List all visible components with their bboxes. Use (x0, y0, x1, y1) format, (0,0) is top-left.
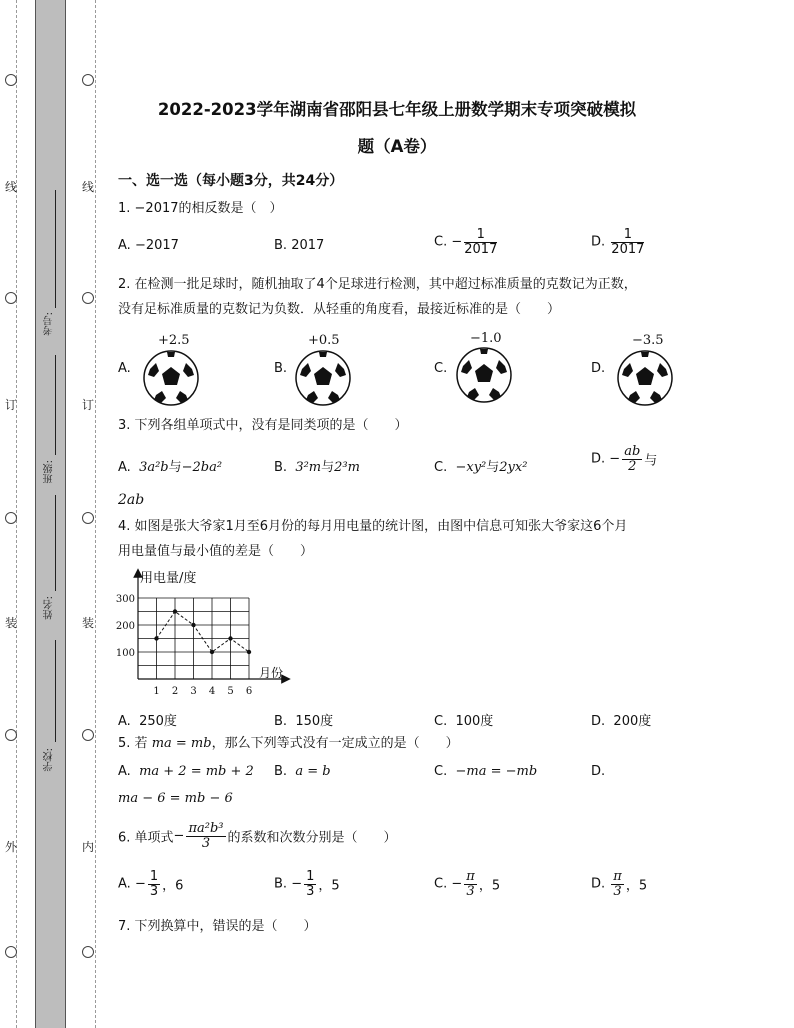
question-5-stem: 5. 若 ma = mb，那么下列等式没有一定成立的是（ ） (118, 736, 459, 751)
exam-number-label: 考号: (44, 312, 55, 336)
question-3-stem: 3. 下列各组单项式中，没有是同类项的是（ ） (118, 418, 408, 433)
y-tick-label: 100 (116, 648, 135, 659)
q5-option-a: A. ma + 2 = mb + 2 (118, 764, 254, 779)
q4-option-c: C. 100度 (434, 714, 494, 729)
q2-option-a-label: A. (118, 361, 131, 376)
binding-hole (82, 74, 94, 86)
class-line (55, 355, 56, 455)
q2-option-d-value: −3.5 (632, 333, 664, 348)
x-tick-label: 5 (227, 686, 234, 697)
q1-option-c: C. − $\frac{1}{2017}$ (434, 227, 498, 257)
soccer-ball-icon (142, 349, 200, 407)
section-heading: 一、选一选（每小题3分，共24分） (118, 173, 344, 189)
soccer-ball-icon (294, 349, 352, 407)
chart-x-axis-label: 月份 (259, 666, 284, 680)
margin-char-ding: 订 (82, 398, 95, 412)
soccer-ball-icon (455, 346, 513, 404)
q5-option-d: ma − 6 = mb − 6 (118, 791, 233, 806)
question-6-stem: 6. 单项式− $\frac{\text{πa²b³}}{3}$ 的系数和次数分别是（ ） (118, 821, 397, 851)
q6-option-b: B. − $\frac{1}{3}$ ，5 (274, 869, 340, 899)
name-line (55, 495, 56, 591)
margin-char-nei: 内 (82, 840, 95, 854)
question-1-stem: 1. −2017的相反数是（ ） (118, 201, 283, 216)
page-title: 2022-2023学年湖南省邵阳县七年级上册数学期末专项突破模拟 (157, 100, 637, 119)
q2-option-a-value: +2.5 (158, 333, 190, 348)
margin-char-xian: 线 (5, 180, 18, 194)
q5-option-c: C. −ma = −mb (434, 764, 538, 779)
data-point (154, 636, 158, 640)
margin-char-zhuang: 装 (5, 616, 18, 630)
question-2-stem-line2: 没有足标准质量的克数记为负数．从轻重的角度看，最接近标准的是（ ） (118, 302, 561, 317)
data-point (228, 636, 232, 640)
margin-char-zhuang: 装 (82, 616, 95, 630)
q2-option-b-value: +0.5 (308, 333, 340, 348)
x-tick-label: 3 (190, 686, 197, 697)
data-point (173, 609, 177, 613)
q1-option-d: D. $\frac{1}{2017}$ (591, 227, 645, 257)
q4-option-d: D. 200度 (591, 714, 652, 729)
name-label: 姓名: (44, 596, 55, 620)
binding-hole (5, 74, 17, 86)
binding-hole (82, 512, 94, 524)
q1-option-b: B. 2017 (274, 238, 325, 253)
soccer-ball-icon (616, 349, 674, 407)
q3-option-a: A. 3a²b与−2ba² (118, 460, 223, 475)
x-tick-label: 4 (208, 686, 216, 697)
binding-hole (5, 292, 17, 304)
y-tick-label: 300 (116, 594, 135, 605)
q2-option-c-value: −1.0 (470, 331, 502, 346)
binding-hole (82, 292, 94, 304)
q3-option-b: B. 3²m与2³m (274, 460, 360, 475)
page-title-line2: 题（A卷） (357, 137, 437, 156)
binding-hole (5, 729, 17, 741)
school-label: 学校: (44, 748, 55, 772)
question-2-stem-line1: 2. 在检测一批足球时，随机抽取了4个足球进行检测，其中超过标准质量的克数记为正数， (118, 277, 637, 292)
data-point (191, 623, 195, 627)
q3-option-d: D. − $\frac{ab}{2}$ 与 (591, 444, 658, 474)
x-tick-label: 1 (153, 686, 160, 697)
binding-hole (82, 946, 94, 958)
question-7-stem: 7. 下列换算中，错误的是（ ） (118, 919, 317, 934)
chart-y-axis-label: 用电量/度 (140, 571, 197, 586)
q2-option-d-label: D. (591, 361, 606, 376)
data-point (247, 650, 251, 654)
question-4-stem-line1: 4. 如图是张大爷家1月至6月份的每月用电量的统计图，由图中信息可知张大爷家这6个月 (118, 519, 628, 534)
q4-option-b: B. 150度 (274, 714, 334, 729)
q6-option-d: D. $\frac{\pi}{3}$ ，5 (591, 869, 648, 899)
q5-option-b: B. a = b (274, 764, 331, 779)
school-line (55, 640, 56, 742)
q6-option-a: A. − $\frac{1}{3}$ ，6 (118, 869, 184, 899)
margin-char-ding: 订 (5, 398, 18, 412)
margin-char-xian: 线 (82, 180, 95, 194)
q3-option-c: C. −xy²与2yx² (434, 460, 528, 475)
question-4-stem-line2: 用电量值与最小值的差是（ ） (118, 544, 314, 559)
q3-option-d-wrap: 2ab (118, 492, 145, 508)
binding-hole (5, 512, 17, 524)
y-tick-label: 200 (116, 621, 135, 632)
q2-option-c-label: C. (434, 361, 448, 376)
usage-series-line (157, 612, 250, 653)
binding-hole (5, 946, 17, 958)
data-point (210, 650, 214, 654)
x-tick-label: 2 (171, 686, 179, 697)
x-tick-label: 6 (245, 686, 253, 697)
exam-number-line (55, 190, 56, 308)
q4-option-a: A. 250度 (118, 714, 177, 729)
electricity-chart (116, 565, 296, 700)
class-label: 班级: (44, 460, 55, 484)
binding-hole (82, 729, 94, 741)
q6-option-c: C. − $\frac{\pi}{3}$ ，5 (434, 869, 501, 899)
margin-char-wai: 外 (5, 840, 18, 854)
q2-option-b-label: B. (274, 361, 288, 376)
q5-option-d-label: D. (591, 764, 606, 779)
q1-option-a: A. −2017 (118, 238, 179, 253)
